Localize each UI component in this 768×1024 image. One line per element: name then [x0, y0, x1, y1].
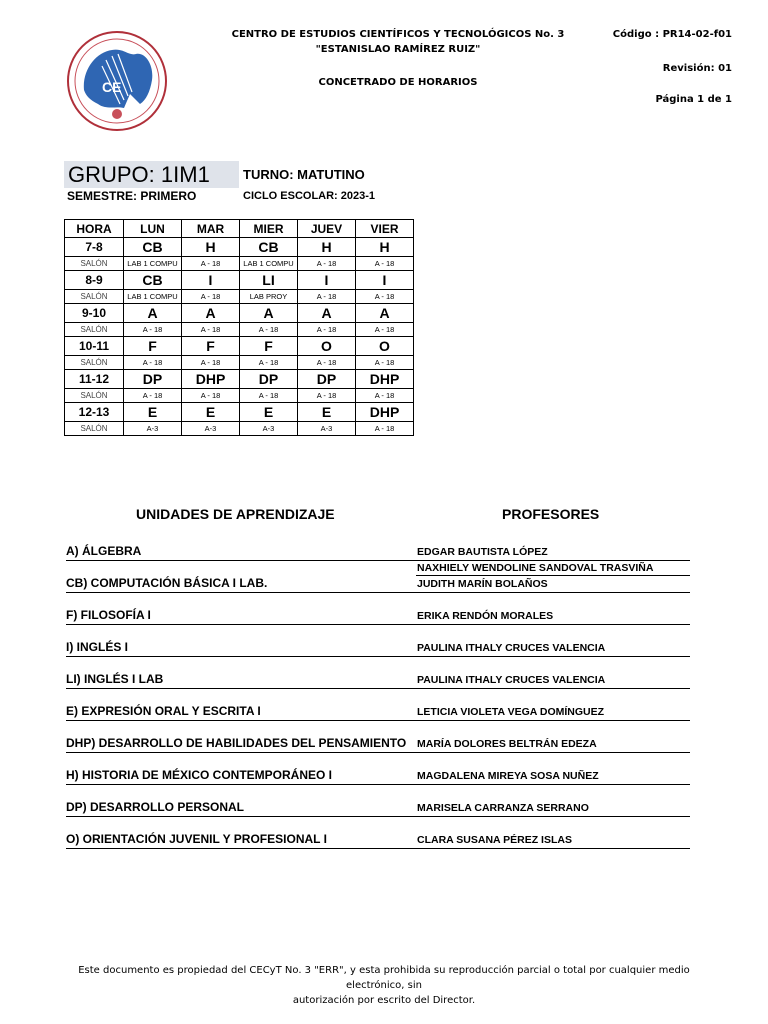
subject-cell: DHP — [356, 403, 414, 422]
semester-label: SEMESTRE: PRIMERO — [67, 189, 197, 203]
footer-notice — [60, 963, 708, 1008]
teacher-name: CLARA SUSANA PÉREZ ISLAS — [417, 834, 572, 846]
subject-name: LI) INGLÉS I LAB — [66, 672, 164, 686]
teacher-divider — [416, 575, 690, 576]
hour-cell: 11-12 — [65, 370, 124, 389]
teacher-name: JUDITH MARÍN BOLAÑOS — [417, 578, 548, 590]
subject-cell: DP — [240, 370, 298, 389]
subject-cell: A — [124, 304, 182, 323]
room-cell: A - 18 — [182, 323, 240, 337]
subject-cell: H — [298, 238, 356, 257]
institution-subtitle: "ESTANISLAO RAMÍREZ RUIZ" — [315, 44, 481, 55]
column-header-day: MIER — [240, 220, 298, 238]
footer-line-2: autorización por escrito del Director. — [292, 995, 476, 1006]
room-cell: A - 18 — [240, 389, 298, 403]
subject-row — [66, 816, 690, 849]
schedule-row — [65, 304, 414, 323]
subject-cell: DHP — [356, 370, 414, 389]
room-cell: A - 18 — [356, 356, 414, 370]
subject-row — [66, 592, 690, 625]
teacher-name: MARÍA DOLORES BELTRÁN EDEZA — [417, 738, 597, 750]
room-cell: A - 18 — [182, 290, 240, 304]
subject-cell: I — [356, 271, 414, 290]
subject-cell: I — [182, 271, 240, 290]
room-cell: LAB PROY — [240, 290, 298, 304]
room-cell: A - 18 — [182, 389, 240, 403]
subject-cell: CB — [124, 271, 182, 290]
subject-name: O) ORIENTACIÓN JUVENIL Y PROFESIONAL I — [66, 832, 327, 846]
room-cell: A - 18 — [298, 323, 356, 337]
subject-name: DP) DESARROLLO PERSONAL — [66, 800, 245, 814]
subject-cell: I — [298, 271, 356, 290]
hour-cell: 9-10 — [65, 304, 124, 323]
room-cell: A - 18 — [124, 323, 182, 337]
teacher-name: MARISELA CARRANZA SERRANO — [417, 802, 589, 814]
subject-cell: DP — [298, 370, 356, 389]
room-cell: A-3 — [298, 422, 356, 436]
room-row — [65, 389, 414, 403]
room-cell: A - 18 — [298, 356, 356, 370]
schedule-row — [65, 271, 414, 290]
document-revision: Revisión: 01 — [662, 63, 732, 74]
school-seal-logo — [66, 30, 168, 132]
teacher-name: PAULINA ITHALY CRUCES VALENCIA — [417, 642, 606, 654]
subject-name: CB) COMPUTACIÓN BÁSICA I LAB. — [66, 576, 268, 590]
room-cell: A - 18 — [240, 356, 298, 370]
subject-cell: CB — [124, 238, 182, 257]
room-cell: A - 18 — [356, 323, 414, 337]
room-label-cell: SALÓN — [65, 257, 124, 271]
subject-cell: O — [356, 337, 414, 356]
hour-cell: 10-11 — [65, 337, 124, 356]
room-cell: A-3 — [124, 422, 182, 436]
logo-text: CE — [102, 79, 122, 95]
units-heading: UNIDADES DE APRENDIZAJE — [136, 506, 335, 522]
institution-name: CENTRO DE ESTUDIOS CIENTÍFICOS Y TECNOLÓGICOS No. 3 — [231, 29, 565, 40]
subject-name: A) ÁLGEBRA — [66, 544, 142, 558]
subject-name: E) EXPRESIÓN ORAL Y ESCRITA I — [66, 704, 261, 718]
room-cell: A - 18 — [182, 257, 240, 271]
room-label-cell: SALÓN — [65, 356, 124, 370]
subject-cell: E — [124, 403, 182, 422]
subject-cell: A — [240, 304, 298, 323]
subject-row — [66, 688, 690, 721]
document-title: CONCETRADO DE HORARIOS — [318, 77, 478, 88]
subject-cell: DP — [124, 370, 182, 389]
subject-cell: E — [182, 403, 240, 422]
subject-cell: F — [240, 337, 298, 356]
teacher-name: ERIKA RENDÓN MORALES — [417, 610, 554, 622]
hour-cell: 12-13 — [65, 403, 124, 422]
teacher-name: LETICIA VIOLETA VEGA DOMÍNGUEZ — [417, 706, 605, 718]
subject-row — [66, 560, 690, 593]
hour-cell: 8-9 — [65, 271, 124, 290]
group-label: GRUPO: 1IM1 — [68, 162, 210, 187]
room-cell: LAB 1 COMPU — [240, 257, 298, 271]
room-cell: A-3 — [240, 422, 298, 436]
subject-row — [66, 784, 690, 817]
room-row — [65, 356, 414, 370]
teachers-heading: PROFESORES — [502, 506, 600, 522]
subject-name: I) INGLÉS I — [66, 640, 129, 654]
subject-cell: LI — [240, 271, 298, 290]
page-number: Página 1 de 1 — [655, 94, 732, 105]
room-label-cell: SALÓN — [65, 323, 124, 337]
footer-line-1: Este documento es propiedad del CECyT No. 3 "ERR", y esta prohibida su reproducción parcial o total por cualquier medio electrónico, sin — [78, 965, 690, 991]
room-cell: A - 18 — [298, 290, 356, 304]
subject-cell: A — [298, 304, 356, 323]
room-cell: A - 18 — [356, 257, 414, 271]
subject-row — [66, 656, 690, 689]
schedule-row — [65, 403, 414, 422]
subject-name: H) HISTORIA DE MÉXICO CONTEMPORÁNEO I — [66, 768, 333, 782]
column-header-day: JUEV — [298, 220, 356, 238]
subject-cell: A — [356, 304, 414, 323]
schedule-row — [65, 370, 414, 389]
subject-name: DHP) DESARROLLO DE HABILIDADES DEL PENSAMIENTO — [66, 736, 407, 750]
room-cell: A - 18 — [240, 323, 298, 337]
column-header-hora: HORA — [65, 220, 124, 238]
school-cycle-label: CICLO ESCOLAR: 2023-1 — [243, 190, 376, 202]
room-row — [65, 422, 414, 436]
column-header-day: MAR — [182, 220, 240, 238]
room-cell: A - 18 — [124, 389, 182, 403]
room-row — [65, 257, 414, 271]
schedule-row — [65, 337, 414, 356]
subject-cell: H — [182, 238, 240, 257]
subject-row — [66, 720, 690, 753]
subject-cell: H — [356, 238, 414, 257]
teacher-name: NAXHIELY WENDOLINE SANDOVAL TRASVIÑA — [417, 562, 654, 574]
subject-cell: F — [182, 337, 240, 356]
room-label-cell: SALÓN — [65, 389, 124, 403]
subject-cell: O — [298, 337, 356, 356]
schedule-row — [65, 238, 414, 257]
subject-cell: DHP — [182, 370, 240, 389]
room-row — [65, 290, 414, 304]
teacher-name: MAGDALENA MIREYA SOSA NUÑEZ — [417, 770, 599, 782]
subject-cell: CB — [240, 238, 298, 257]
document-code: Código : PR14-02-f01 — [612, 29, 732, 40]
room-cell: A - 18 — [356, 290, 414, 304]
schedule-header-row — [65, 220, 414, 238]
hour-cell: 7-8 — [65, 238, 124, 257]
shift-label: TURNO: MATUTINO — [243, 167, 365, 182]
subject-cell: E — [298, 403, 356, 422]
room-label-cell: SALÓN — [65, 422, 124, 436]
subject-name: F) FILOSOFÍA I — [66, 608, 151, 622]
room-cell: A - 18 — [298, 257, 356, 271]
room-cell: A - 18 — [124, 356, 182, 370]
room-cell: A-3 — [182, 422, 240, 436]
teacher-name: EDGAR BAUTISTA LÓPEZ — [417, 546, 548, 558]
column-header-day: LUN — [124, 220, 182, 238]
subject-cell: A — [182, 304, 240, 323]
subject-cell: F — [124, 337, 182, 356]
schedule-table — [64, 219, 414, 436]
room-cell: LAB 1 COMPU — [124, 257, 182, 271]
room-cell: A - 18 — [356, 389, 414, 403]
room-cell: A - 18 — [298, 389, 356, 403]
teacher-name: PAULINA ITHALY CRUCES VALENCIA — [417, 674, 606, 686]
room-cell: LAB 1 COMPU — [124, 290, 182, 304]
room-cell: A - 18 — [182, 356, 240, 370]
subject-cell: E — [240, 403, 298, 422]
subject-row — [66, 624, 690, 657]
room-cell: A - 18 — [356, 422, 414, 436]
room-row — [65, 323, 414, 337]
subject-row — [66, 752, 690, 785]
subject-row — [66, 528, 690, 561]
column-header-day: VIER — [356, 220, 414, 238]
room-label-cell: SALÓN — [65, 290, 124, 304]
